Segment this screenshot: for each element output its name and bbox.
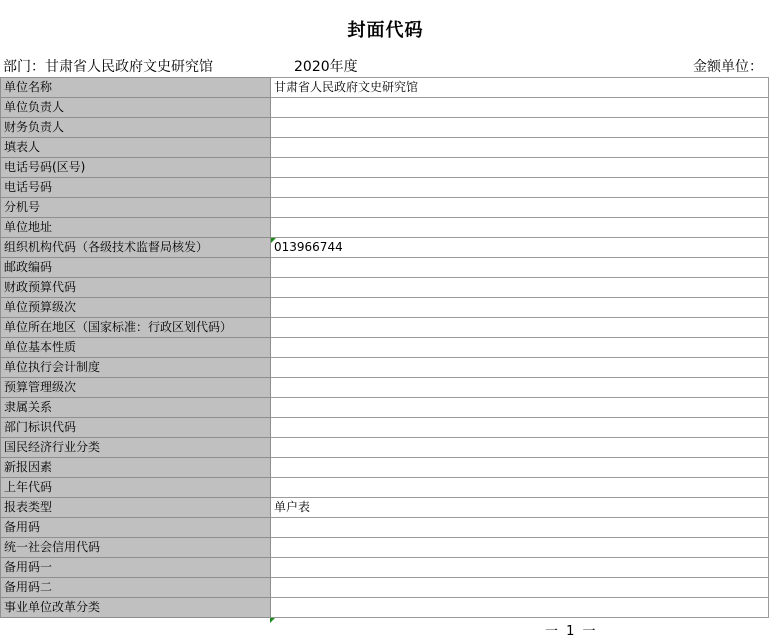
fiscal-year: 2020年度 (294, 59, 358, 75)
table-row (1, 598, 769, 618)
field-value-cell[interactable] (271, 358, 769, 378)
field-value-cell[interactable] (271, 398, 769, 418)
table-row (1, 278, 769, 298)
table-row (1, 178, 769, 198)
field-label: 单位地址 (1, 218, 271, 238)
field-label: 隶属关系 (1, 398, 271, 418)
field-value-cell[interactable] (271, 138, 769, 158)
amount-unit-label: 金额单位： (693, 59, 763, 75)
field-label: 新报因素 (1, 458, 271, 478)
field-value-cell[interactable] (271, 518, 769, 538)
field-label: 事业单位改革分类 (1, 598, 271, 618)
table-row (1, 518, 769, 538)
table-row (1, 118, 769, 138)
field-value-cell[interactable] (271, 538, 769, 558)
field-value-cell[interactable] (271, 258, 769, 278)
field-value-cell[interactable] (271, 418, 769, 438)
field-value-cell[interactable] (271, 338, 769, 358)
table-row (1, 558, 769, 578)
field-value-cell[interactable] (271, 498, 769, 518)
field-label: 单位负责人 (1, 98, 271, 118)
field-label: 财务负责人 (1, 118, 271, 138)
field-value-cell[interactable] (271, 438, 769, 458)
field-label: 单位名称 (1, 78, 271, 98)
table-row (1, 98, 769, 118)
table-row (1, 458, 769, 478)
field-label: 组织机构代码（各级技术监督局核发） (1, 238, 271, 258)
field-value-cell[interactable] (271, 158, 769, 178)
field-label: 单位基本性质 (1, 338, 271, 358)
table-row (1, 478, 769, 498)
field-value-cell[interactable] (271, 278, 769, 298)
field-value-cell[interactable] (271, 558, 769, 578)
table-row (1, 358, 769, 378)
field-label: 预算管理级次 (1, 378, 271, 398)
field-value-cell[interactable] (271, 98, 769, 118)
table-row (1, 318, 769, 338)
field-label: 电话号码(区号) (1, 158, 271, 178)
cell-marker-icon (270, 618, 275, 623)
field-value-cell[interactable] (271, 458, 769, 478)
table-row (1, 258, 769, 278)
table-row (1, 338, 769, 358)
field-label: 上年代码 (1, 478, 271, 498)
field-value-cell[interactable] (271, 478, 769, 498)
field-value: 甘肃省人民政府文史研究馆 (274, 80, 419, 94)
field-value: 单户表 (274, 500, 311, 514)
field-label: 备用码二 (1, 578, 271, 598)
field-label: 财政预算代码 (1, 278, 271, 298)
field-value-cell[interactable] (271, 578, 769, 598)
field-value-cell[interactable] (271, 318, 769, 338)
page-title: 封面代码 (347, 20, 424, 41)
table-row (1, 538, 769, 558)
cell-marker-icon (271, 238, 276, 243)
field-value-cell[interactable] (271, 178, 769, 198)
field-value-cell[interactable] (271, 238, 769, 258)
table-row (1, 238, 769, 258)
field-value-cell[interactable] (271, 298, 769, 318)
table-row (1, 78, 769, 98)
field-label: 单位所在地区（国家标准：行政区划代码） (1, 318, 271, 338)
cover-code-table (0, 77, 769, 618)
table-row (1, 578, 769, 598)
field-label: 报表类型 (1, 498, 271, 518)
field-label: 电话号码 (1, 178, 271, 198)
page-number: 一 1 一 (545, 624, 598, 639)
field-label: 邮政编码 (1, 258, 271, 278)
field-label: 备用码 (1, 518, 271, 538)
field-label: 分机号 (1, 198, 271, 218)
field-value-cell[interactable] (271, 378, 769, 398)
table-row (1, 198, 769, 218)
table-row (1, 498, 769, 518)
field-value-cell[interactable] (271, 598, 769, 618)
field-label: 部门标识代码 (1, 418, 271, 438)
field-label: 单位执行会计制度 (1, 358, 271, 378)
field-value-cell[interactable] (271, 218, 769, 238)
cover-code-table-body (1, 78, 769, 618)
field-value-cell[interactable] (271, 118, 769, 138)
department-label: 部门：甘肃省人民政府文史研究馆 (3, 59, 213, 75)
field-label: 国民经济行业分类 (1, 438, 271, 458)
table-row (1, 218, 769, 238)
table-row (1, 378, 769, 398)
table-row (1, 418, 769, 438)
field-label: 备用码一 (1, 558, 271, 578)
field-value-cell[interactable] (271, 198, 769, 218)
table-row (1, 138, 769, 158)
table-row (1, 158, 769, 178)
field-label: 填表人 (1, 138, 271, 158)
field-value: 013966744 (274, 240, 343, 254)
field-value-cell[interactable] (271, 78, 769, 98)
table-row (1, 438, 769, 458)
field-label: 统一社会信用代码 (1, 538, 271, 558)
field-label: 单位预算级次 (1, 298, 271, 318)
table-row (1, 298, 769, 318)
table-row (1, 398, 769, 418)
